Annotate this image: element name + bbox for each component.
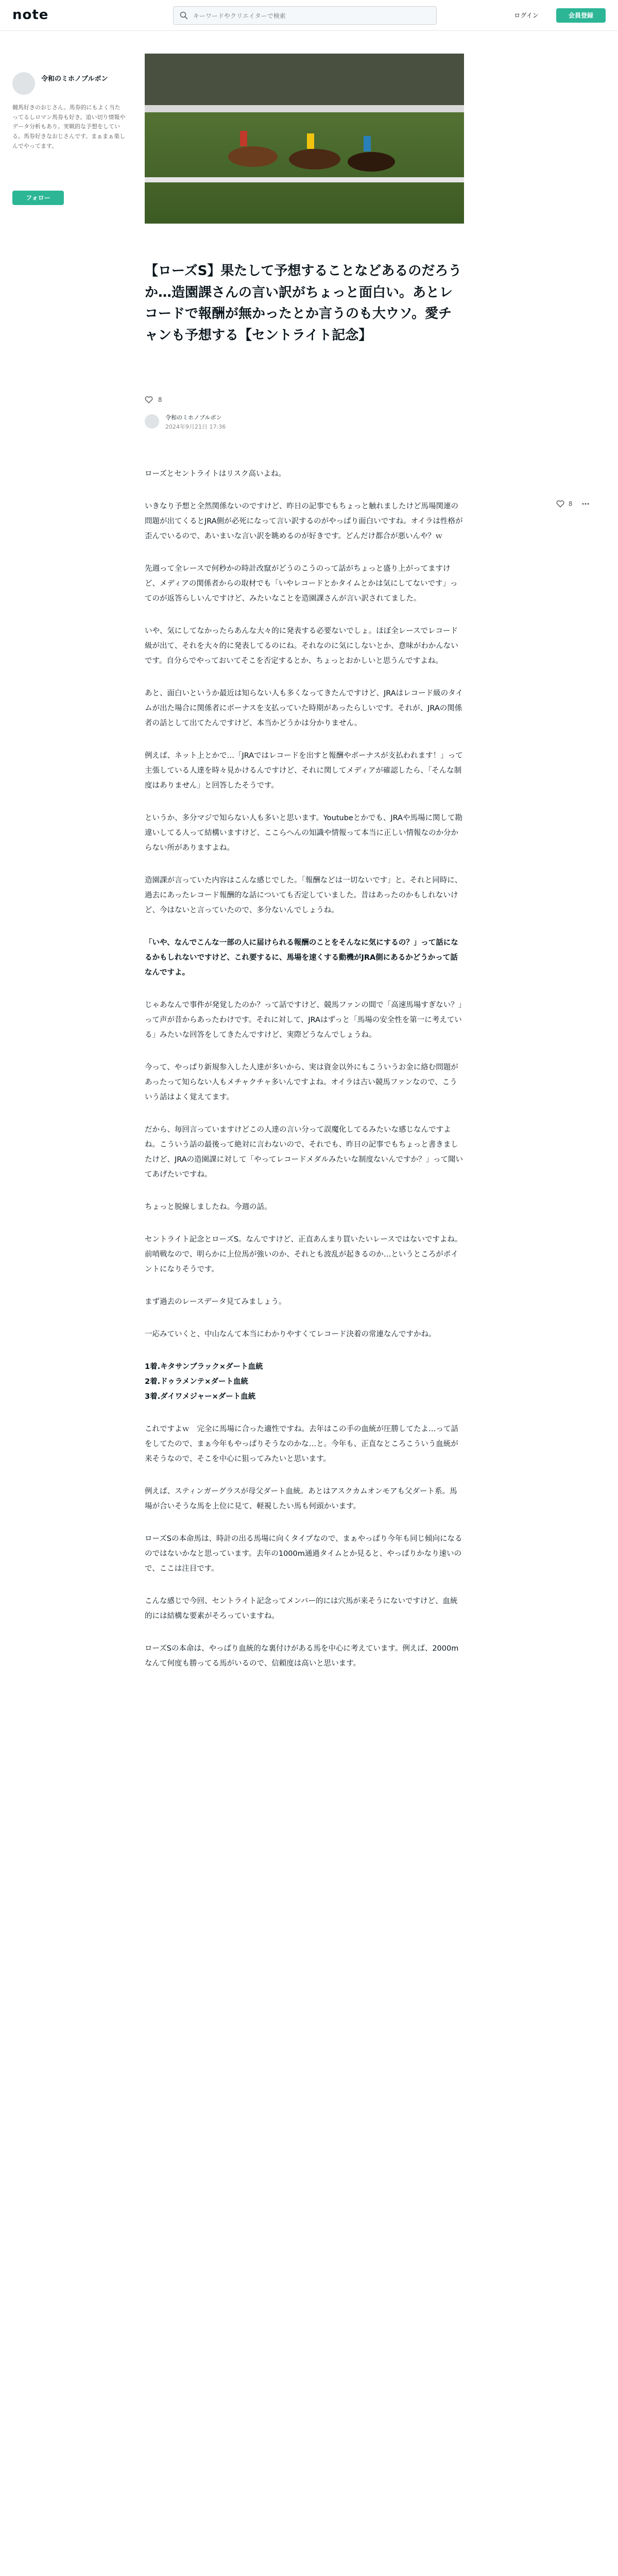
paragraph: ローズSの本命馬は、時計の出る馬場に向くタイプなので、まぁやっぱり今年も同じ傾向になるのではないかなと思っています。去年の1000m通過タイムとか見ると、やっぱりかなり速いので、ここは注目です。 xyxy=(145,1535,462,1573)
results-list: 1着.キタサンブラック×ダート血統 2着.ドゥラメンテ×ダート血統 3着.ダイワメジャー×ダート血統 xyxy=(145,1363,263,1401)
paragraph: ローズとセントライトはリスク高いよね。 xyxy=(145,470,286,478)
paragraph: 造園課が言っていた内容はこんな感じでした。「報酬などは一切ないです」と。それと同時に、過去にあったレコード報酬的な話についても否定していました。昔はあったのかもしれないけど、今はないと言っていたので、多分ないんでしょうね。 xyxy=(145,876,462,914)
paragraph: いきなり予想と全然関係ないのですけど、昨日の記事でもちょっと触れましたけど馬場関連の問題が出てくるとJRA側が必死になって言い訳するのがやっぱり面白いですね。オイラは性格が歪んでいるので、あいまいな言い訳を眺めるのが好きです。どんだけ都合が悪いんや？ｗ xyxy=(145,502,463,540)
paragraph: 先週って全レースで何秒かの時計改竄がどうのこうのって話がちょっと盛り上がってますけど、メディアの関係者からの取材でも「いやレコードとかタイムとかは気にしてないです」ってのが返答らしいんですけど、みたいなことを造園課さんが言い訳されてました。 xyxy=(145,565,458,603)
article-body xyxy=(145,467,464,1689)
author-avatar[interactable] xyxy=(145,414,159,429)
note-logo[interactable]: note xyxy=(12,7,49,23)
article-title: 【ローズS】果たして予想することなどあるのだろうか…造園課さんの言い訳がちょっと面白い。あとレコードで報酬が無かったとか言うのも大ウソ。愛チャンも予想する【セントライト記念】 xyxy=(145,263,462,343)
follow-button[interactable]: フォロー xyxy=(12,191,64,205)
paragraph: というか、多分マジで知らない人も多いと思います。Youtubeとかでも、JRAや馬場に関して勘違いしてる人って結構いますけど、ここらへんの知識や情報って本当に正しい情報なのか分からない所がありますよね。 xyxy=(145,814,463,852)
paragraph: 例えば、スティンガーグラスが母父ダート血統。あとはアスクカムオンモアも父ダート系。馬場が合いそうな馬を上位に見て、軽視したい馬も何頭かいます。 xyxy=(145,1487,457,1511)
heart-icon[interactable] xyxy=(556,500,564,508)
paragraph: ローズSの本命は、やっぱり血統的な裏付けがある馬を中心に考えています。例えば、2000mなんて何度も勝ってる馬がいるので、信頼度は高いと思います。 xyxy=(145,1645,459,1668)
creator-description: 競馬好きのおじさん。馬券的にもよく当たってるしロマン馬券も好き。追い切り情報やデータ分析もあり。実戦的な予想をしている。馬券好きなおじさんです。まぁまぁ楽しんでやってます。 xyxy=(12,104,126,149)
paragraph: じゃあなんで事件が発覚したのか？って話ですけど、競馬ファンの間で「高速馬場すぎない？」って声が昔からあったわけです。それに対して、JRAはずっと「馬場の安全性を第一に考えている」みたいな回答をしてきたんですけど、実際どうなんでしょうね。 xyxy=(145,1001,462,1039)
paragraph: まず過去のレースデータ見てみましょう。 xyxy=(145,1298,286,1306)
publish-date: 2024年9月21日 17:36 xyxy=(165,423,226,430)
paragraph: セントライト記念とローズS。なんですけど、正直あんまり買いたいレースではないですよね。前哨戦なので、明らかに上位馬が強いのか、それとも波乱が起きるのか…というところがポイントになりそうです。 xyxy=(145,1235,462,1274)
creator-avatar[interactable] xyxy=(12,72,35,95)
float-like-count: 8 xyxy=(568,500,573,507)
author-name[interactable]: 令和のミホノブルボン xyxy=(165,414,222,421)
login-button[interactable]: ログイン xyxy=(514,12,539,19)
paragraph: だから、毎回言っていますけどこの人達の言い分って誤魔化してるみたいな感じなんですよね。こういう話の最後って絶対に言わないので、それでも、昨日の記事でもちょっと書きましたけど、JRAの造園課に対して「やってレコードメダルみたいな制度ないんですか？」って聞いてあげたいですね。 xyxy=(145,1126,464,1179)
search-icon xyxy=(180,11,188,20)
paragraph: あと、面白いというか最近は知らない人も多くなってきたんですけど、JRAはレコード級のタイムが出た場合に関係者にボーナスを支払っていた時期があったらしいです。それが、JRAの関係者の話として出てたんですけど、本当かどうかは分かりません。 xyxy=(145,689,463,727)
paragraph: これですよｗ 完全に馬場に合った適性ですね。去年はこの手の血統が圧勝してたよ…って話をしてたので、まぁ今年もやっぱりそうなのかな…と。今年も、正直なところこういう血統が来そうなので、そこを中心に狙ってみたいと思います。 xyxy=(145,1425,458,1463)
like-area xyxy=(145,396,248,408)
creator-name[interactable]: 令和のミホノブルボン xyxy=(41,75,108,83)
search-box[interactable] xyxy=(173,6,437,25)
heart-icon[interactable] xyxy=(145,396,153,404)
like-count: 8 xyxy=(158,396,162,403)
paragraph: こんな感じで今回、セントライト記念ってメンバー的には穴馬が来そうにないですけど、血統的には結構な要素がそろっていますね。 xyxy=(145,1597,458,1620)
horse-race-image xyxy=(145,54,464,224)
signup-button[interactable]: 会員登録 xyxy=(556,8,606,23)
paragraph: 例えば、ネット上とかで…「JRAではレコードを出すと報酬やボーナスが支払われます！」って主張している人達を時々見かけるんですけど、それに関してメディアが確認したら、「そんな制度はありません」と回答したそうです。 xyxy=(145,752,463,790)
paragraph: 今って、やっぱり新規参入した人達が多いから、実は資金以外にもこういうお金に絡む問題があったって知らない人もメチャクチャ多いんですよね。オイラは古い競馬ファンなので、こういう話はよく覚えてます。 xyxy=(145,1063,458,1101)
paragraph: いや、気にしてなかったらあんな大々的に発表する必要ないでしょ。ほぼ全レースでレコード級が出て、それを大々的に発表してるのにね。それなのに気にしないとか、意味がわかんないです。自分らでやっておいてそこを否定するとか、ちょっとおかしいと思うんですよね。 xyxy=(145,627,458,665)
paragraph: 一応みていくと、中山なんて本当にわかりやすくてレコード決着の常連なんですかね。 xyxy=(145,1330,436,1338)
author-block xyxy=(145,412,351,433)
floating-actions xyxy=(556,500,597,512)
hero-image xyxy=(145,54,464,224)
site-header xyxy=(0,0,618,31)
search-input[interactable] xyxy=(193,10,430,22)
paragraph-bold: 「いや、なんでこんな一部の人に届けられる報酬のことをそんなに気にするの？」って話になるかもしれないですけど、これ要するに、馬場を速くする動機がJRA側にあるかどうかって話なんですよ。 xyxy=(145,939,458,977)
paragraph: ちょっと脱線しましたね。今週の話。 xyxy=(145,1203,272,1211)
more-icon[interactable] xyxy=(581,500,590,508)
